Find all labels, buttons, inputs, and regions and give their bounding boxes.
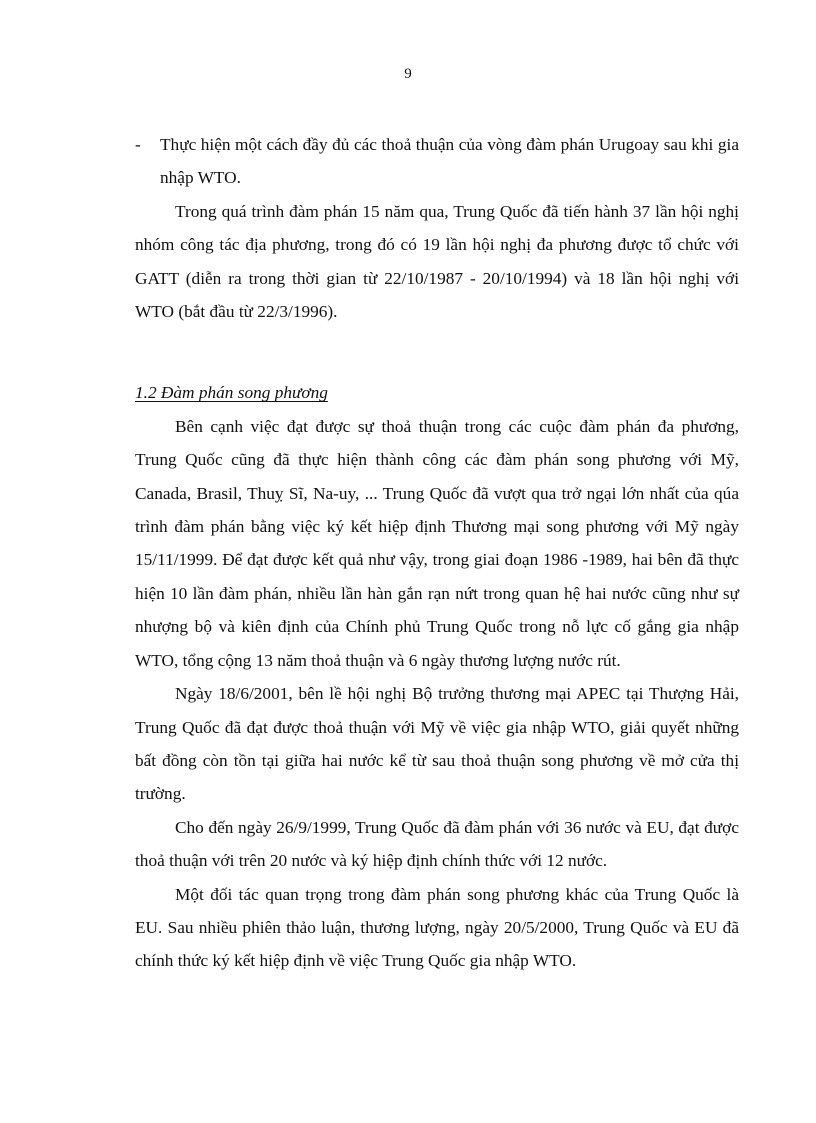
paragraph-bilateral-overview: Bên cạnh việc đạt được sự thoả thuận trong các cuộc đàm phán đa phương, Trung Quốc cũng đã thực hiện thành công các đàm phán song phương với Mỹ, Canada, Brasil, Thuỵ Sĩ, Na-uy, ... Trung Quốc đã vượt qua trở ngại lớn nhất của qúa trình đàm phán bằng việc ký kết hiệp định Thương mại song phương với Mỹ ngày 15/11/1999. Để đạt được kết quả như vậy, trong giai đoạn 1986 -1989, hai bên đã thực hiện 10 lần đàm phán, nhiều lần hàn gắn rạn nứt trong quan hệ hai nước cũng như sự nhượng bộ và kiên định của Chính phủ Trung Quốc trong nỗ lực cố gắng gia nhập WTO, tổng cộng 13 năm thoả thuận và 6 ngày thương lượng nước rút.	[135, 416, 739, 670]
page-number: 9	[404, 66, 412, 82]
paragraph-eu-agreement: Một đối tác quan trọng trong đàm phán song phương khác của Trung Quốc là EU. Sau nhiều phiên thảo luận, thương lượng, ngày 20/5/2000, Trung Quốc và EU đã chính thức ký kết hiệp định về việc Trung Quốc gia nhập WTO.	[135, 884, 739, 971]
paragraph-negotiation-summary: Trong quá trình đàm phán 15 năm qua, Trung Quốc đã tiến hành 37 lần hội nghị nhóm công tác địa phương, trong đó có 19 lần hội nghị đa phương được tổ chức với GATT (diễn ra trong thời gian từ 22/10/1987 - 20/10/1994) và 18 lần hội nghị với WTO (bắt đầu từ 22/3/1996).	[135, 201, 739, 322]
paragraph-negotiation-count: Cho đến ngày 26/9/1999, Trung Quốc đã đàm phán với 36 nước và EU, đạt được thoả thuận với trên 20 nước và ký hiệp định chính thức với 12 nước.	[135, 817, 739, 871]
bullet-item	[135, 128, 739, 195]
page-body	[135, 128, 739, 978]
paragraph-apec-agreement: Ngày 18/6/2001, bên lề hội nghị Bộ trưởng thương mại APEC tại Thượng Hải, Trung Quốc đã đạt được thoả thuận với Mỹ về việc gia nhập WTO, giải quyết những bất đồng còn tồn tại giữa hai nước kể từ sau thoả thuận song phương về mở cửa thị trường.	[135, 684, 739, 804]
section-heading: 1.2 Đàm phán song phương	[135, 383, 328, 403]
bullet-dash: -	[135, 135, 141, 154]
bullet-text: Thực hiện một cách đầy đủ các thoả thuận của vòng đàm phán Urugoay sau khi gia nhập WTO.	[160, 135, 739, 188]
